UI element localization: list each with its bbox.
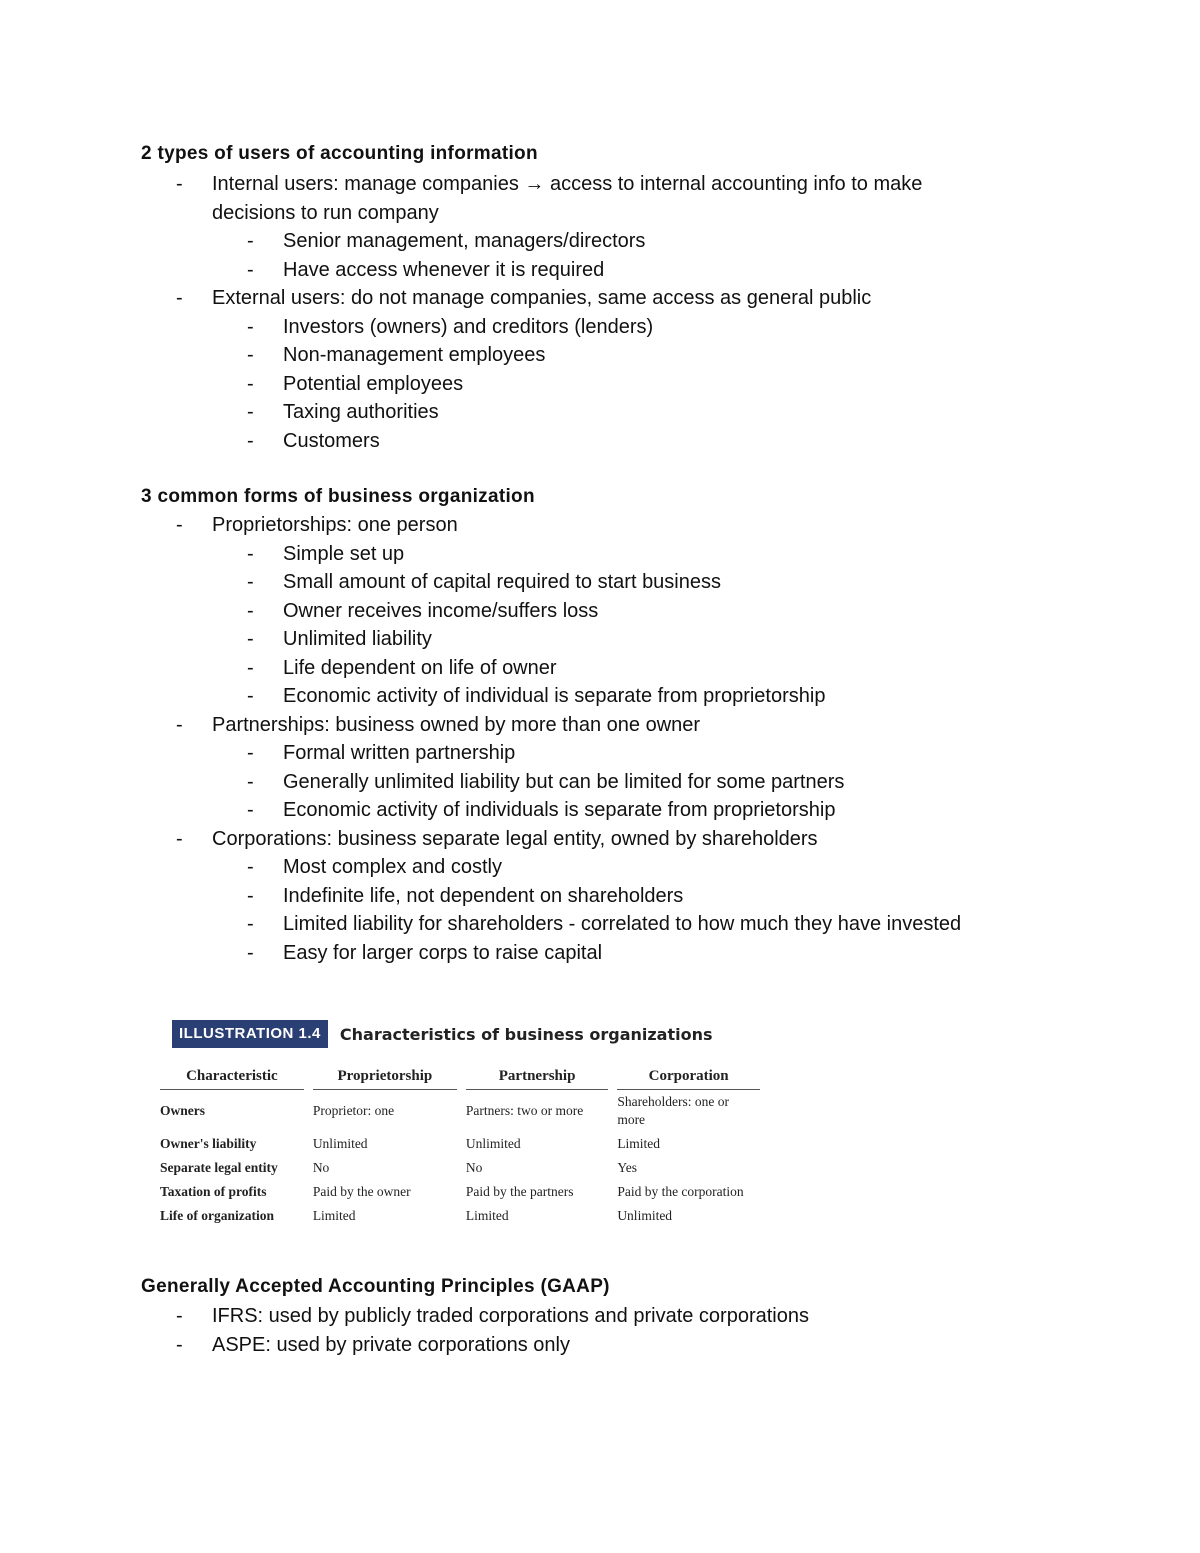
table-cell: Unlimited [312,1136,368,1151]
row-header: Taxation of profits [160,1184,267,1199]
list-item-text: Taxing authorities [283,401,439,423]
section-heading-gaap: Generally Accepted Accounting Principles (GAAP) [141,1276,610,1297]
bullet-dash: - [247,799,254,821]
list-item-text: ASPE: used by private corporations only [212,1333,570,1356]
list-subitem [0,256,1002,285]
illustration-badge: ILLUSTRATION 1.4 [172,1020,328,1048]
section-heading-business-forms: 3 common forms of business organization [141,486,535,507]
list-item [0,1302,809,1331]
table-cell: Unlimited [465,1136,521,1151]
table-cell: Limited [465,1208,509,1223]
bullet-dash: - [176,1333,183,1356]
table-cell: Unlimited [617,1208,673,1223]
bullet-dash: - [176,713,183,736]
list-item-text: Non-management employees [283,344,546,366]
list-item-text: Limited liability for shareholders - correlated to how much they have invested [283,913,962,935]
bullet-dash: - [247,599,254,622]
list-subitem [0,882,961,911]
illustration-figure [160,1020,760,1228]
list-item [0,511,961,540]
bullet-dash: - [247,258,254,281]
list-subitem [0,568,961,597]
list-item-text: Life dependent on life of owner [283,656,557,679]
bullet-dash: - [176,514,183,536]
characteristics-table [160,1066,760,1228]
list-subitem [0,654,961,683]
list-subitem [0,398,1002,427]
bullet-dash: - [247,344,254,366]
table-cell: Proprietor: one [312,1103,395,1118]
table-cell: Limited [617,1136,661,1151]
bullet-dash: - [247,372,254,395]
table-row [160,1180,760,1204]
list-item [0,170,1002,227]
bullet-dash: - [247,884,254,907]
list-item-text: Small amount of capital required to start business [283,571,721,593]
table-cell: No [465,1160,483,1175]
list-item-text: Proprietorships: one person [212,514,458,536]
table-row [160,1132,760,1156]
list-item-text: Partnerships: business owned by more than one owner [212,713,701,736]
list-item-text: Investors (owners) and creditors (lenders) [283,315,654,338]
bullet-dash: - [176,287,183,309]
bullet-dash: - [247,628,254,650]
list-item [0,1331,809,1360]
list-subitem [0,796,961,825]
gaap-list [0,1302,809,1359]
list-item-text: Potential employees [283,372,464,395]
list-subitem [0,739,961,768]
bullet-dash: - [247,429,254,452]
table-cell: Yes [617,1160,637,1175]
list-subitem [0,853,961,882]
list-item-text: Customers [283,429,380,452]
users-list [0,170,1002,455]
list-subitem [0,540,961,569]
column-header: Partnership [466,1066,608,1090]
list-item-text: Unlimited liability [283,628,432,650]
row-header: Separate legal entity [160,1160,278,1175]
bullet-dash: - [247,742,254,764]
list-subitem [0,939,961,968]
table-cell: Paid by the owner [312,1184,411,1199]
list-subitem [0,227,1002,256]
list-item-text: Economic activity of individual is separate from proprietorship [283,685,826,707]
business-forms-list [0,511,961,967]
bullet-dash: - [247,856,254,878]
list-subitem [0,910,961,939]
bullet-dash: - [176,173,183,195]
row-header: Life of organization [160,1208,274,1223]
list-subitem [0,427,1002,456]
list-subitem [0,597,961,626]
bullet-dash: - [247,941,254,964]
bullet-dash: - [247,315,254,338]
table-cell: Paid by the partners [465,1184,574,1199]
list-subitem [0,625,961,654]
table-cell: Paid by the corporation [617,1184,744,1199]
illustration-header [160,1020,760,1048]
list-item-text: Most complex and costly [283,856,502,878]
list-item-text: Senior management, managers/directors [283,230,646,252]
list-item [0,711,961,740]
list-item-text: Easy for larger corps to raise capital [283,941,603,964]
bullet-dash: - [247,913,254,935]
table-row [160,1156,760,1180]
list-item-text: Indefinite life, not dependent on shareholders [283,884,684,907]
bullet-dash: - [247,685,254,707]
list-item-text: Simple set up [283,542,405,565]
table-row [160,1204,760,1228]
column-header: Proprietorship [313,1066,457,1090]
column-header: Corporation [617,1066,760,1090]
bullet-dash: - [247,542,254,565]
row-header: Owners [160,1103,205,1118]
list-item-text: Have access whenever it is required [283,258,605,281]
table-cell: Shareholders: one or more [617,1094,730,1127]
list-subitem [0,313,1002,342]
list-item-text: IFRS: used by publicly traded corporations and private corporations [212,1305,809,1327]
bullet-dash: - [176,827,183,850]
list-item-text: Formal written partnership [283,742,516,764]
bullet-dash: - [247,230,254,252]
list-item-text: Corporations: business separate legal entity, owned by shareholders [212,827,818,850]
list-item-text: Internal users: manage companies → access to internal accounting info to make decisions to run company [212,173,923,224]
list-item-text: External users: do not manage companies, same access as general public [212,287,872,309]
table-cell: Partners: two or more [465,1103,584,1118]
bullet-dash: - [176,1305,183,1327]
list-item-text: Generally unlimited liability but can be limited for some partners [283,770,845,793]
bullet-dash: - [247,656,254,679]
table-cell: No [312,1160,330,1175]
table-header-row [160,1066,760,1090]
list-subitem [0,682,961,711]
bullet-dash: - [247,401,254,423]
bullet-dash: - [247,571,254,593]
list-item-text: Economic activity of individuals is separate from proprietorship [283,799,836,821]
list-item [0,284,1002,313]
column-header: Characteristic [160,1066,304,1090]
list-subitem [0,768,961,797]
table-row [160,1090,760,1132]
list-item [0,825,961,854]
bullet-dash: - [247,770,254,793]
illustration-title: Characteristics of business organizations [339,1024,713,1044]
list-subitem [0,370,1002,399]
list-item-text: Owner receives income/suffers loss [283,599,599,622]
list-subitem [0,341,1002,370]
row-header: Owner's liability [160,1136,257,1151]
section-heading-users: 2 types of users of accounting information [141,143,538,164]
table-cell: Limited [312,1208,356,1223]
